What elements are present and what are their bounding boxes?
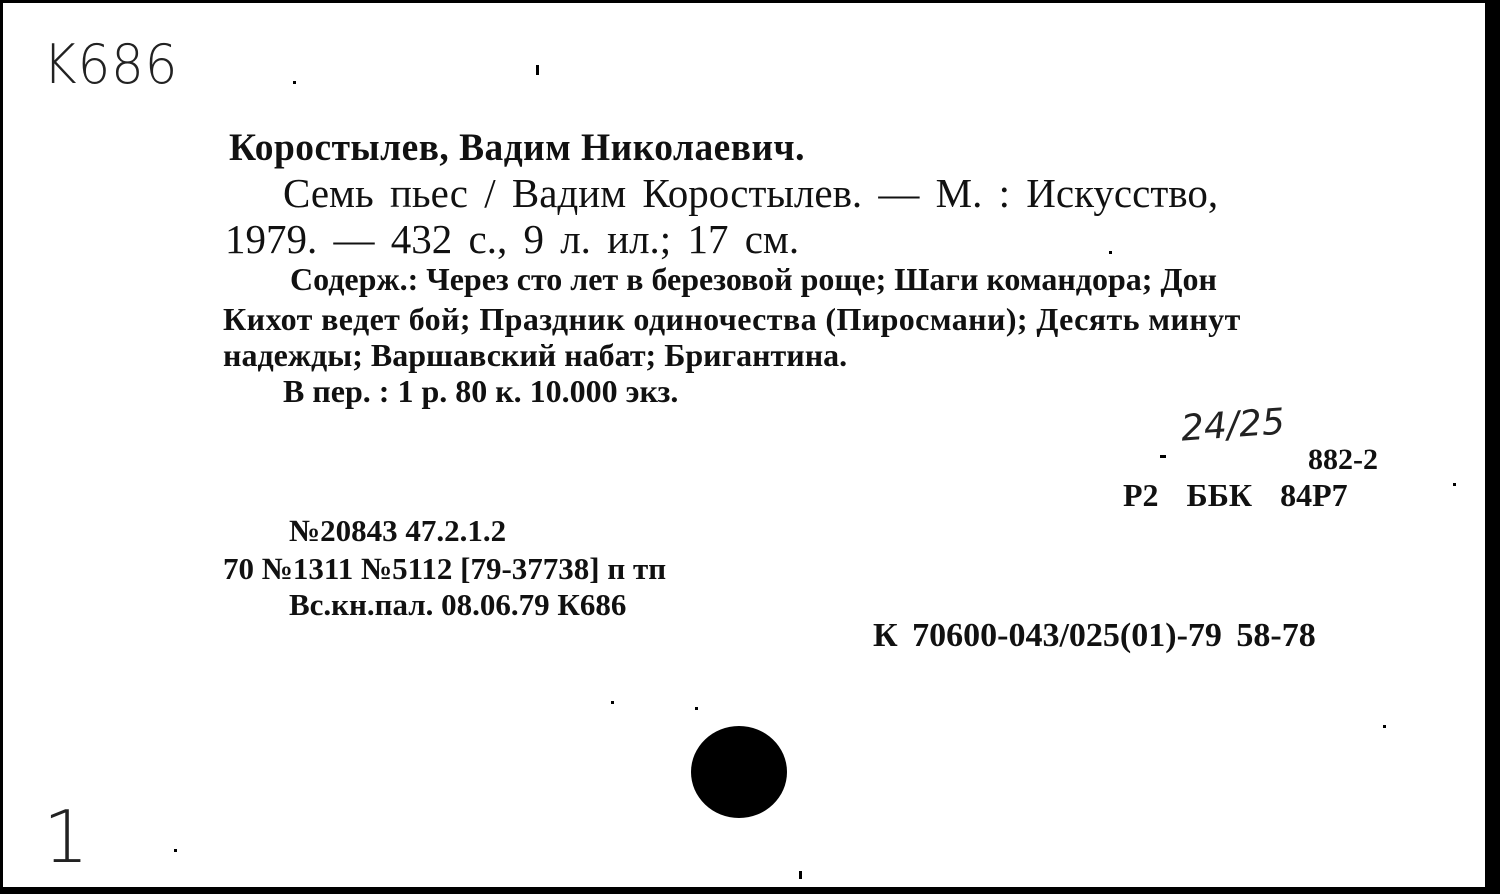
speck [695,707,698,710]
punch-hole [691,726,787,818]
record-line-1: №20843 47.2.1.2 [289,513,507,548]
record-line-2: 70 №1311 №5112 [79-37738] п тп [223,551,667,586]
handwritten-corner-number: 1 [43,795,89,879]
speck [611,701,614,704]
contents-line-1: Содерж.: Через сто лет в березовой роще; Шаги командора; Дон [290,261,1217,297]
price-line: В пер. : 1 р. 80 к. 10.000 экз. [283,373,679,409]
k-code-line: К 70600-043/025(01)-79 58-78 [873,617,1316,654]
speck [1453,483,1456,486]
catalog-card [3,3,1493,891]
speck [1383,725,1386,728]
speck [1160,455,1166,458]
title-line-2: 1979. — 432 с., 9 л. ил.; 17 см. [225,216,800,262]
speck [799,871,802,879]
contents-line-3: надежды; Варшавский набат; Бригантина. [223,337,848,373]
speck [174,849,177,852]
contents-line-2: Кихот ведет бой; Праздник одиночества (Пиросмани); Десять минут [223,301,1241,337]
handwritten-call-number: K686 [43,33,179,96]
speck [536,65,539,75]
bbk-line: Р2 ББК 84Р7 [1123,477,1348,513]
title-line-1: Семь пьес / Вадим Коростылев. — М. : Искусство, [283,170,1219,216]
author-heading: Коростылев, Вадим Николаевич. [229,126,805,169]
speck [1109,251,1112,254]
handwritten-code: 24/25 [1179,401,1287,450]
speck [293,81,296,84]
bbk-top-code: 882-2 [1308,443,1378,476]
record-line-3: Вс.кн.пал. 08.06.79 К686 [289,587,627,622]
